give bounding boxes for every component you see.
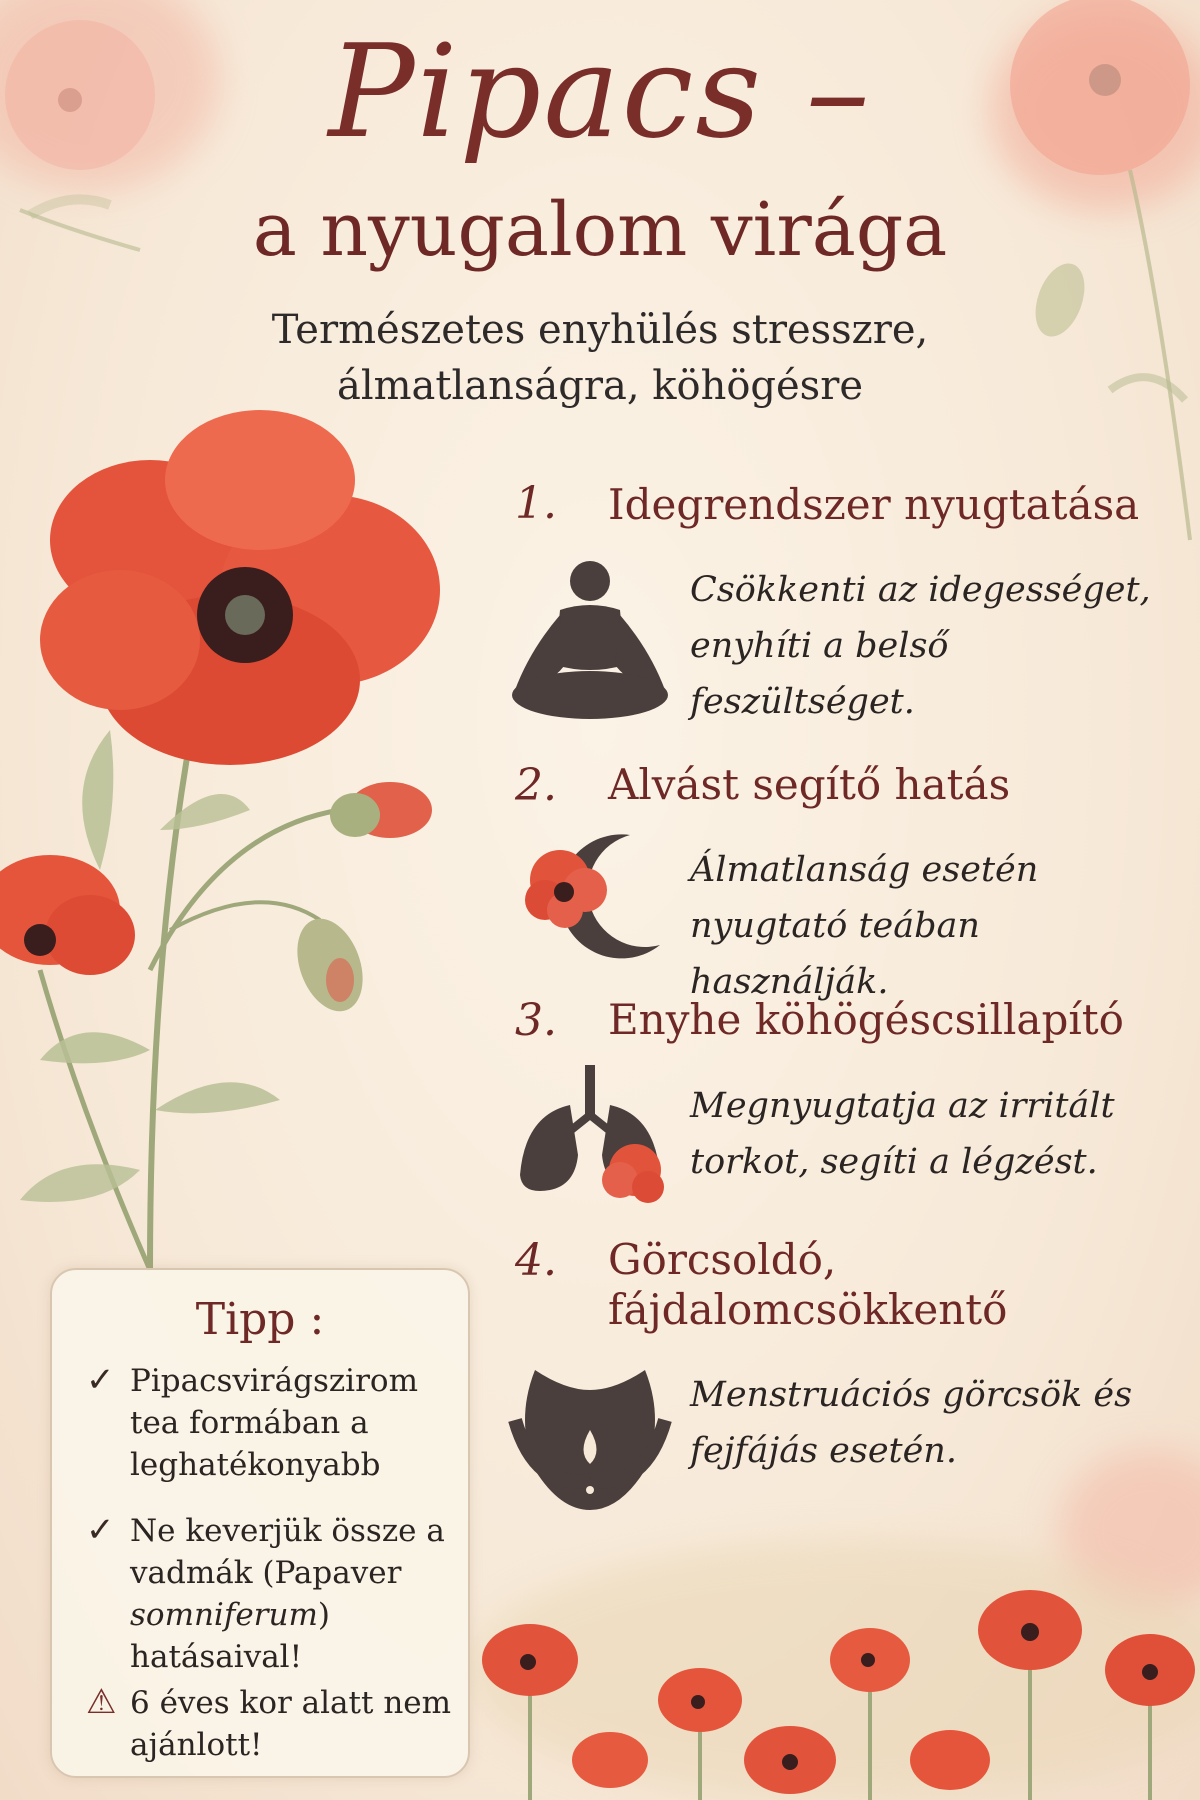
item-heading: Idegrendszer nyugtatása bbox=[608, 480, 1140, 529]
page-tagline: Természetes enyhülés stresszre, álmatlanságra, köhögésre bbox=[271, 307, 929, 409]
item-description: Menstruációs görcsök és fejfájás esetén. bbox=[690, 1375, 1133, 1471]
tip-entry bbox=[86, 1510, 456, 1680]
lungs-icon bbox=[510, 1065, 670, 1215]
item-heading: Enyhe köhögéscsillapító bbox=[608, 995, 1124, 1044]
tip-title: Tipp : bbox=[195, 1294, 325, 1345]
item-description: Csökkenti az idegességet, enyhíti a belső feszültséget. bbox=[690, 570, 1151, 722]
item-heading: Alvást segítő hatás bbox=[608, 760, 1011, 809]
poppy-illustration bbox=[0, 410, 470, 1280]
item-number: 2. bbox=[515, 760, 557, 811]
check-icon: ✓ bbox=[86, 1360, 115, 1400]
tip-entry bbox=[86, 1360, 456, 1510]
item-number: 3. bbox=[515, 995, 557, 1046]
tip-text-italic: somniferum bbox=[130, 1597, 318, 1633]
tip-text: 6 éves kor alatt nem ajánlott! bbox=[130, 1685, 452, 1763]
tip-text bbox=[130, 1510, 460, 1678]
page-title: Pipacs – bbox=[328, 18, 872, 167]
item-heading: Görcsoldó, fájdalomcsökkentő bbox=[608, 1235, 1008, 1334]
item-description: Megnyugtatja az irritált torkot, segíti a légzést. bbox=[690, 1086, 1115, 1182]
item-number: 1. bbox=[515, 478, 557, 529]
tip-box bbox=[50, 1268, 470, 1778]
item-number: 4. bbox=[515, 1235, 557, 1286]
meditation-icon bbox=[505, 555, 675, 725]
page-subtitle: a nyugalom virága bbox=[252, 187, 948, 273]
poppy-moon-icon bbox=[510, 825, 670, 965]
warning-icon: ⚠ bbox=[86, 1682, 117, 1722]
check-icon: ✓ bbox=[86, 1510, 115, 1550]
tip-text: Pipacsvirágszirom tea formában a leghatékonyabb bbox=[130, 1363, 418, 1483]
item-description: Álmatlanság esetén nyugtató teában használják. bbox=[690, 850, 1039, 1002]
poppy-meadow bbox=[470, 1560, 1200, 1800]
tip-entry bbox=[86, 1682, 456, 1772]
abdomen-icon bbox=[505, 1360, 675, 1525]
tip-text-part: Ne keverjük össze a vadmák (Papaver bbox=[130, 1513, 445, 1591]
tip-text-part: ) hatásaival! bbox=[130, 1597, 330, 1675]
